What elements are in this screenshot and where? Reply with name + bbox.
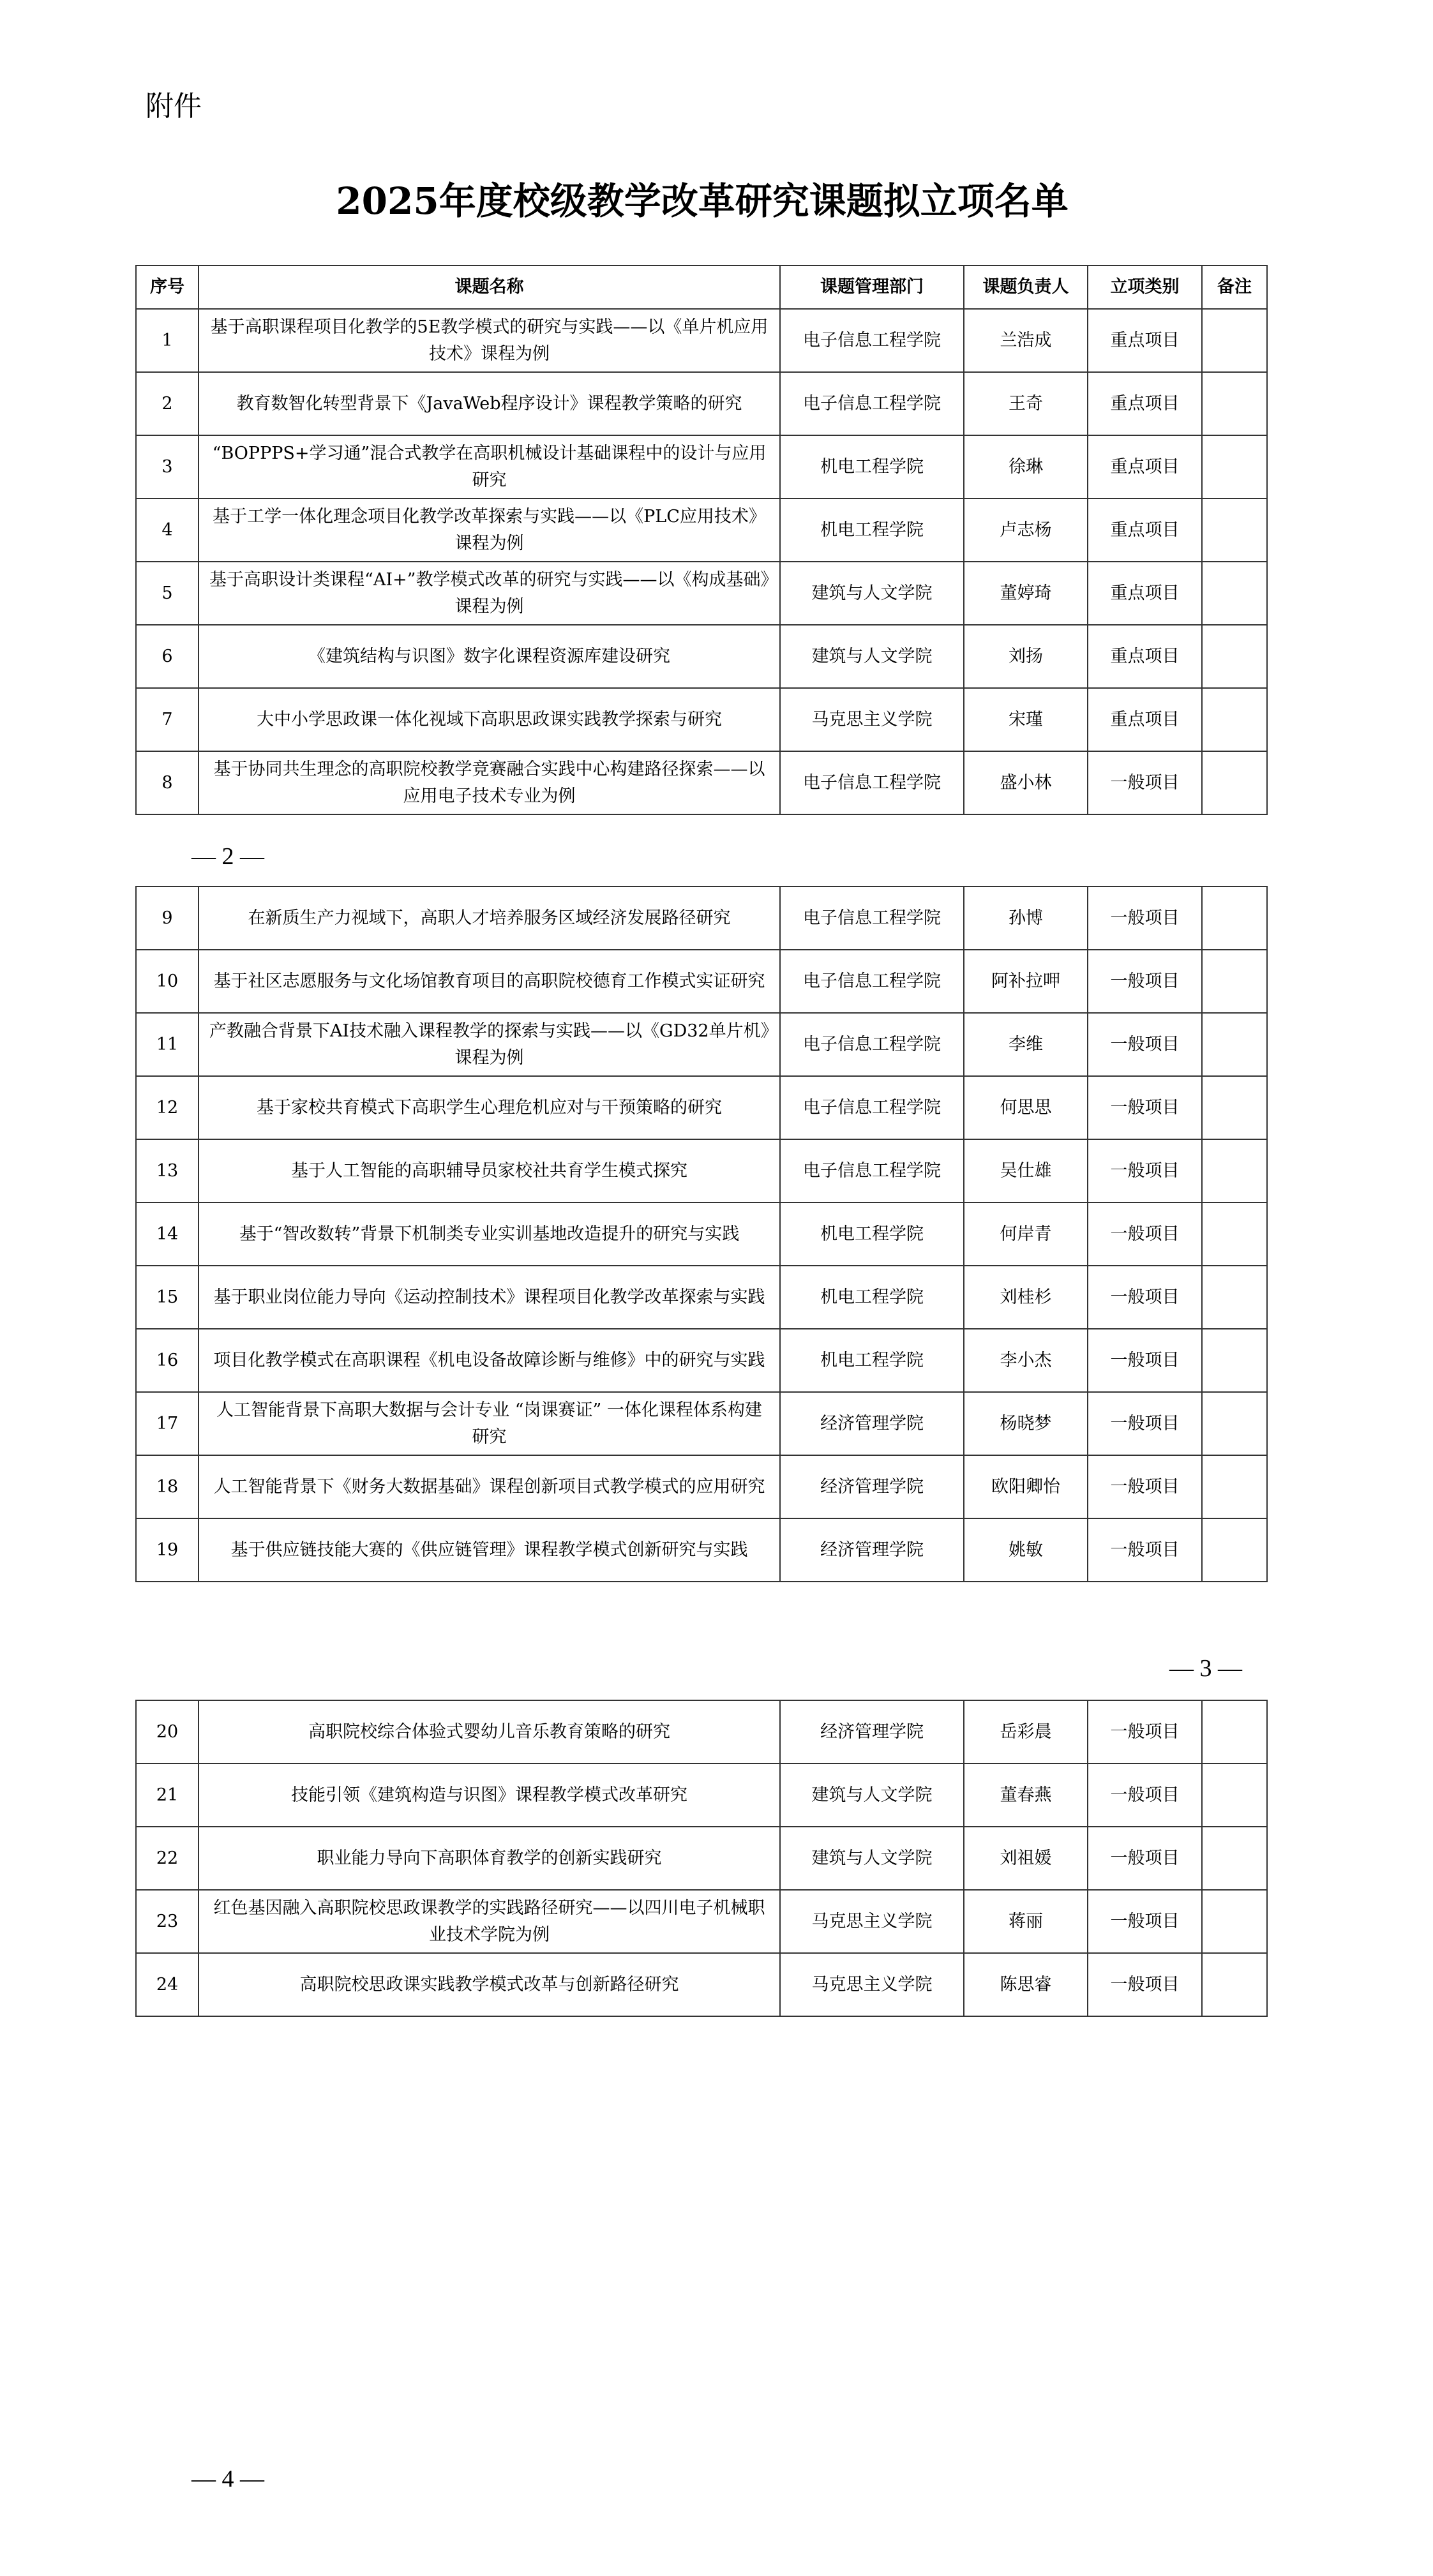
table-row [136, 688, 1267, 751]
cell-category: 一般项目 [1088, 1518, 1202, 1582]
cell-department: 建筑与人文学院 [780, 562, 964, 625]
header-category: 立项类别 [1088, 266, 1202, 309]
cell-leader: 阿补拉呷 [964, 950, 1088, 1013]
header-serial-number: 序号 [136, 266, 199, 309]
header-project-name: 课题名称 [199, 266, 780, 309]
cell-serial-number: 6 [136, 625, 199, 688]
cell-leader: 刘桂杉 [964, 1266, 1088, 1329]
cell-project-name: 基于供应链技能大赛的《供应链管理》课程教学模式创新研究与实践 [199, 1518, 780, 1582]
cell-department: 电子信息工程学院 [780, 1139, 964, 1202]
table-row [136, 751, 1267, 814]
cell-leader: 刘祖媛 [964, 1827, 1088, 1890]
cell-department: 机电工程学院 [780, 1329, 964, 1392]
cell-department: 机电工程学院 [780, 1266, 964, 1329]
table-row [136, 1700, 1267, 1764]
cell-department: 电子信息工程学院 [780, 309, 964, 372]
cell-leader: 陈思睿 [964, 1953, 1088, 2016]
cell-category: 重点项目 [1088, 435, 1202, 498]
page-number: — 2 — [191, 843, 264, 870]
cell-category: 一般项目 [1088, 1827, 1202, 1890]
table-row [136, 625, 1267, 688]
cell-project-name: 产教融合背景下AI技术融入课程教学的探索与实践——以《GD32单片机》课程为例 [199, 1013, 780, 1076]
cell-serial-number: 11 [136, 1013, 199, 1076]
cell-remarks [1202, 498, 1267, 562]
cell-leader: 吴仕雄 [964, 1139, 1088, 1202]
cell-category: 一般项目 [1088, 1764, 1202, 1827]
cell-serial-number: 24 [136, 1953, 199, 2016]
cell-category: 重点项目 [1088, 562, 1202, 625]
table-row [136, 1013, 1267, 1076]
header-leader: 课题负责人 [964, 266, 1088, 309]
cell-serial-number: 19 [136, 1518, 199, 1582]
cell-leader: 孙博 [964, 887, 1088, 950]
attachment-label: 附件 [146, 90, 202, 123]
cell-remarks [1202, 1953, 1267, 2016]
table-row [136, 1076, 1267, 1139]
cell-serial-number: 14 [136, 1202, 199, 1266]
table-row [136, 950, 1267, 1013]
cell-department: 经济管理学院 [780, 1700, 964, 1764]
cell-category: 一般项目 [1088, 1202, 1202, 1266]
cell-serial-number: 8 [136, 751, 199, 814]
cell-serial-number: 3 [136, 435, 199, 498]
cell-remarks [1202, 1890, 1267, 1953]
cell-department: 电子信息工程学院 [780, 950, 964, 1013]
cell-leader: 王奇 [964, 372, 1088, 435]
cell-category: 一般项目 [1088, 1890, 1202, 1953]
cell-category: 一般项目 [1088, 1076, 1202, 1139]
cell-project-name: 红色基因融入高职院校思政课教学的实践路径研究——以四川电子机械职业技术学院为例 [199, 1890, 780, 1953]
cell-remarks [1202, 309, 1267, 372]
cell-project-name: 在新质生产力视域下，高职人才培养服务区域经济发展路径研究 [199, 887, 780, 950]
cell-category: 一般项目 [1088, 1139, 1202, 1202]
table-header-row [136, 266, 1267, 309]
project-table-part-3 [135, 1700, 1268, 2017]
cell-category: 重点项目 [1088, 688, 1202, 751]
cell-remarks [1202, 1202, 1267, 1266]
cell-department: 经济管理学院 [780, 1392, 964, 1455]
cell-project-name: 教育数智化转型背景下《JavaWeb程序设计》课程教学策略的研究 [199, 372, 780, 435]
cell-department: 建筑与人文学院 [780, 625, 964, 688]
cell-department: 电子信息工程学院 [780, 751, 964, 814]
cell-remarks [1202, 1139, 1267, 1202]
table-row [136, 1202, 1267, 1266]
cell-leader: 刘扬 [964, 625, 1088, 688]
table-row [136, 1890, 1267, 1953]
cell-remarks [1202, 625, 1267, 688]
cell-leader: 何岸青 [964, 1202, 1088, 1266]
project-table-part-1 [135, 265, 1268, 815]
cell-department: 电子信息工程学院 [780, 887, 964, 950]
cell-category: 一般项目 [1088, 1013, 1202, 1076]
table-row [136, 372, 1267, 435]
cell-leader: 盛小林 [964, 751, 1088, 814]
cell-project-name: 高职院校思政课实践教学模式改革与创新路径研究 [199, 1953, 780, 2016]
cell-leader: 李小杰 [964, 1329, 1088, 1392]
page-title: 2025年度校级教学改革研究课题拟立项名单 [336, 179, 1069, 223]
cell-department: 经济管理学院 [780, 1455, 964, 1518]
cell-leader: 李维 [964, 1013, 1088, 1076]
cell-category: 一般项目 [1088, 1953, 1202, 2016]
table-row [136, 309, 1267, 372]
table-row [136, 1139, 1267, 1202]
cell-department: 电子信息工程学院 [780, 1013, 964, 1076]
cell-leader: 杨晓梦 [964, 1392, 1088, 1455]
cell-department: 机电工程学院 [780, 435, 964, 498]
cell-project-name: 大中小学思政课一体化视域下高职思政课实践教学探索与研究 [199, 688, 780, 751]
cell-project-name: 基于社区志愿服务与文化场馆教育项目的高职院校德育工作模式实证研究 [199, 950, 780, 1013]
cell-serial-number: 22 [136, 1827, 199, 1890]
table-row [136, 1827, 1267, 1890]
table-row [136, 562, 1267, 625]
cell-department: 马克思主义学院 [780, 1890, 964, 1953]
cell-project-name: 基于高职设计类课程“AI+”教学模式改革的研究与实践——以《构成基础》课程为例 [199, 562, 780, 625]
header-remarks: 备注 [1202, 266, 1267, 309]
cell-project-name: 人工智能背景下高职大数据与会计专业 “岗课赛证” 一体化课程体系构建研究 [199, 1392, 780, 1455]
table-row [136, 1953, 1267, 2016]
cell-remarks [1202, 435, 1267, 498]
cell-project-name: 技能引领《建筑构造与识图》课程教学模式改革研究 [199, 1764, 780, 1827]
table-row [136, 1329, 1267, 1392]
table-row [136, 1266, 1267, 1329]
project-table-part-2 [135, 886, 1268, 1582]
cell-serial-number: 7 [136, 688, 199, 751]
cell-remarks [1202, 1827, 1267, 1890]
cell-category: 重点项目 [1088, 372, 1202, 435]
cell-serial-number: 17 [136, 1392, 199, 1455]
table-row [136, 1764, 1267, 1827]
cell-leader: 欧阳卿怡 [964, 1455, 1088, 1518]
table-row [136, 1518, 1267, 1582]
cell-project-name: 基于高职课程项目化教学的5E教学模式的研究与实践——以《单片机应用技术》课程为例 [199, 309, 780, 372]
cell-serial-number: 21 [136, 1764, 199, 1827]
cell-serial-number: 9 [136, 887, 199, 950]
cell-remarks [1202, 1700, 1267, 1764]
cell-project-name: 人工智能背景下《财务大数据基础》课程创新项目式教学模式的应用研究 [199, 1455, 780, 1518]
cell-leader: 姚敏 [964, 1518, 1088, 1582]
cell-department: 机电工程学院 [780, 498, 964, 562]
cell-serial-number: 23 [136, 1890, 199, 1953]
cell-remarks [1202, 751, 1267, 814]
cell-category: 重点项目 [1088, 625, 1202, 688]
cell-remarks [1202, 1764, 1267, 1827]
cell-serial-number: 20 [136, 1700, 199, 1764]
cell-project-name: 基于协同共生理念的高职院校教学竞赛融合实践中心构建路径探索——以应用电子技术专业为例 [199, 751, 780, 814]
cell-department: 马克思主义学院 [780, 688, 964, 751]
cell-remarks [1202, 950, 1267, 1013]
cell-leader: 宋瑾 [964, 688, 1088, 751]
cell-leader: 兰浩成 [964, 309, 1088, 372]
cell-leader: 卢志杨 [964, 498, 1088, 562]
cell-remarks [1202, 1266, 1267, 1329]
cell-department: 电子信息工程学院 [780, 1076, 964, 1139]
cell-project-name: “BOPPPS+学习通”混合式教学在高职机械设计基础课程中的设计与应用研究 [199, 435, 780, 498]
cell-category: 一般项目 [1088, 751, 1202, 814]
cell-serial-number: 10 [136, 950, 199, 1013]
cell-category: 一般项目 [1088, 1329, 1202, 1392]
cell-project-name: 基于工学一体化理念项目化教学改革探索与实践——以《PLC应用技术》课程为例 [199, 498, 780, 562]
cell-remarks [1202, 688, 1267, 751]
cell-project-name: 基于职业岗位能力导向《运动控制技术》课程项目化教学改革探索与实践 [199, 1266, 780, 1329]
header-department: 课题管理部门 [780, 266, 964, 309]
cell-leader: 岳彩晨 [964, 1700, 1088, 1764]
cell-project-name: 基于人工智能的高职辅导员家校社共育学生模式探究 [199, 1139, 780, 1202]
cell-serial-number: 5 [136, 562, 199, 625]
cell-remarks [1202, 372, 1267, 435]
cell-serial-number: 15 [136, 1266, 199, 1329]
cell-department: 经济管理学院 [780, 1518, 964, 1582]
cell-category: 重点项目 [1088, 309, 1202, 372]
cell-category: 一般项目 [1088, 1455, 1202, 1518]
cell-leader: 何思思 [964, 1076, 1088, 1139]
cell-project-name: 职业能力导向下高职体育教学的创新实践研究 [199, 1827, 780, 1890]
table-row [136, 498, 1267, 562]
cell-serial-number: 12 [136, 1076, 199, 1139]
cell-leader: 董婷琦 [964, 562, 1088, 625]
cell-remarks [1202, 1013, 1267, 1076]
cell-category: 一般项目 [1088, 1266, 1202, 1329]
cell-serial-number: 16 [136, 1329, 199, 1392]
cell-category: 一般项目 [1088, 887, 1202, 950]
cell-remarks [1202, 1076, 1267, 1139]
cell-serial-number: 1 [136, 309, 199, 372]
cell-leader: 徐琳 [964, 435, 1088, 498]
cell-department: 马克思主义学院 [780, 1953, 964, 2016]
page-number: — 3 — [1169, 1655, 1242, 1682]
cell-serial-number: 13 [136, 1139, 199, 1202]
cell-project-name: 高职院校综合体验式婴幼儿音乐教育策略的研究 [199, 1700, 780, 1764]
table-row [136, 1455, 1267, 1518]
cell-department: 建筑与人文学院 [780, 1764, 964, 1827]
cell-project-name: 基于“智改数转”背景下机制类专业实训基地改造提升的研究与实践 [199, 1202, 780, 1266]
cell-remarks [1202, 562, 1267, 625]
page-number: — 4 — [191, 2466, 264, 2492]
table-row [136, 435, 1267, 498]
cell-remarks [1202, 1455, 1267, 1518]
cell-category: 一般项目 [1088, 1392, 1202, 1455]
cell-serial-number: 2 [136, 372, 199, 435]
cell-category: 一般项目 [1088, 1700, 1202, 1764]
cell-category: 重点项目 [1088, 498, 1202, 562]
cell-serial-number: 4 [136, 498, 199, 562]
cell-remarks [1202, 1392, 1267, 1455]
cell-department: 建筑与人文学院 [780, 1827, 964, 1890]
cell-department: 电子信息工程学院 [780, 372, 964, 435]
cell-category: 一般项目 [1088, 950, 1202, 1013]
cell-project-name: 项目化教学模式在高职课程《机电设备故障诊断与维修》中的研究与实践 [199, 1329, 780, 1392]
cell-department: 机电工程学院 [780, 1202, 964, 1266]
cell-leader: 董春燕 [964, 1764, 1088, 1827]
cell-remarks [1202, 1329, 1267, 1392]
table-row [136, 887, 1267, 950]
cell-project-name: 《建筑结构与识图》数字化课程资源库建设研究 [199, 625, 780, 688]
cell-serial-number: 18 [136, 1455, 199, 1518]
cell-project-name: 基于家校共育模式下高职学生心理危机应对与干预策略的研究 [199, 1076, 780, 1139]
cell-leader: 蒋丽 [964, 1890, 1088, 1953]
cell-remarks [1202, 887, 1267, 950]
table-row [136, 1392, 1267, 1455]
cell-remarks [1202, 1518, 1267, 1582]
